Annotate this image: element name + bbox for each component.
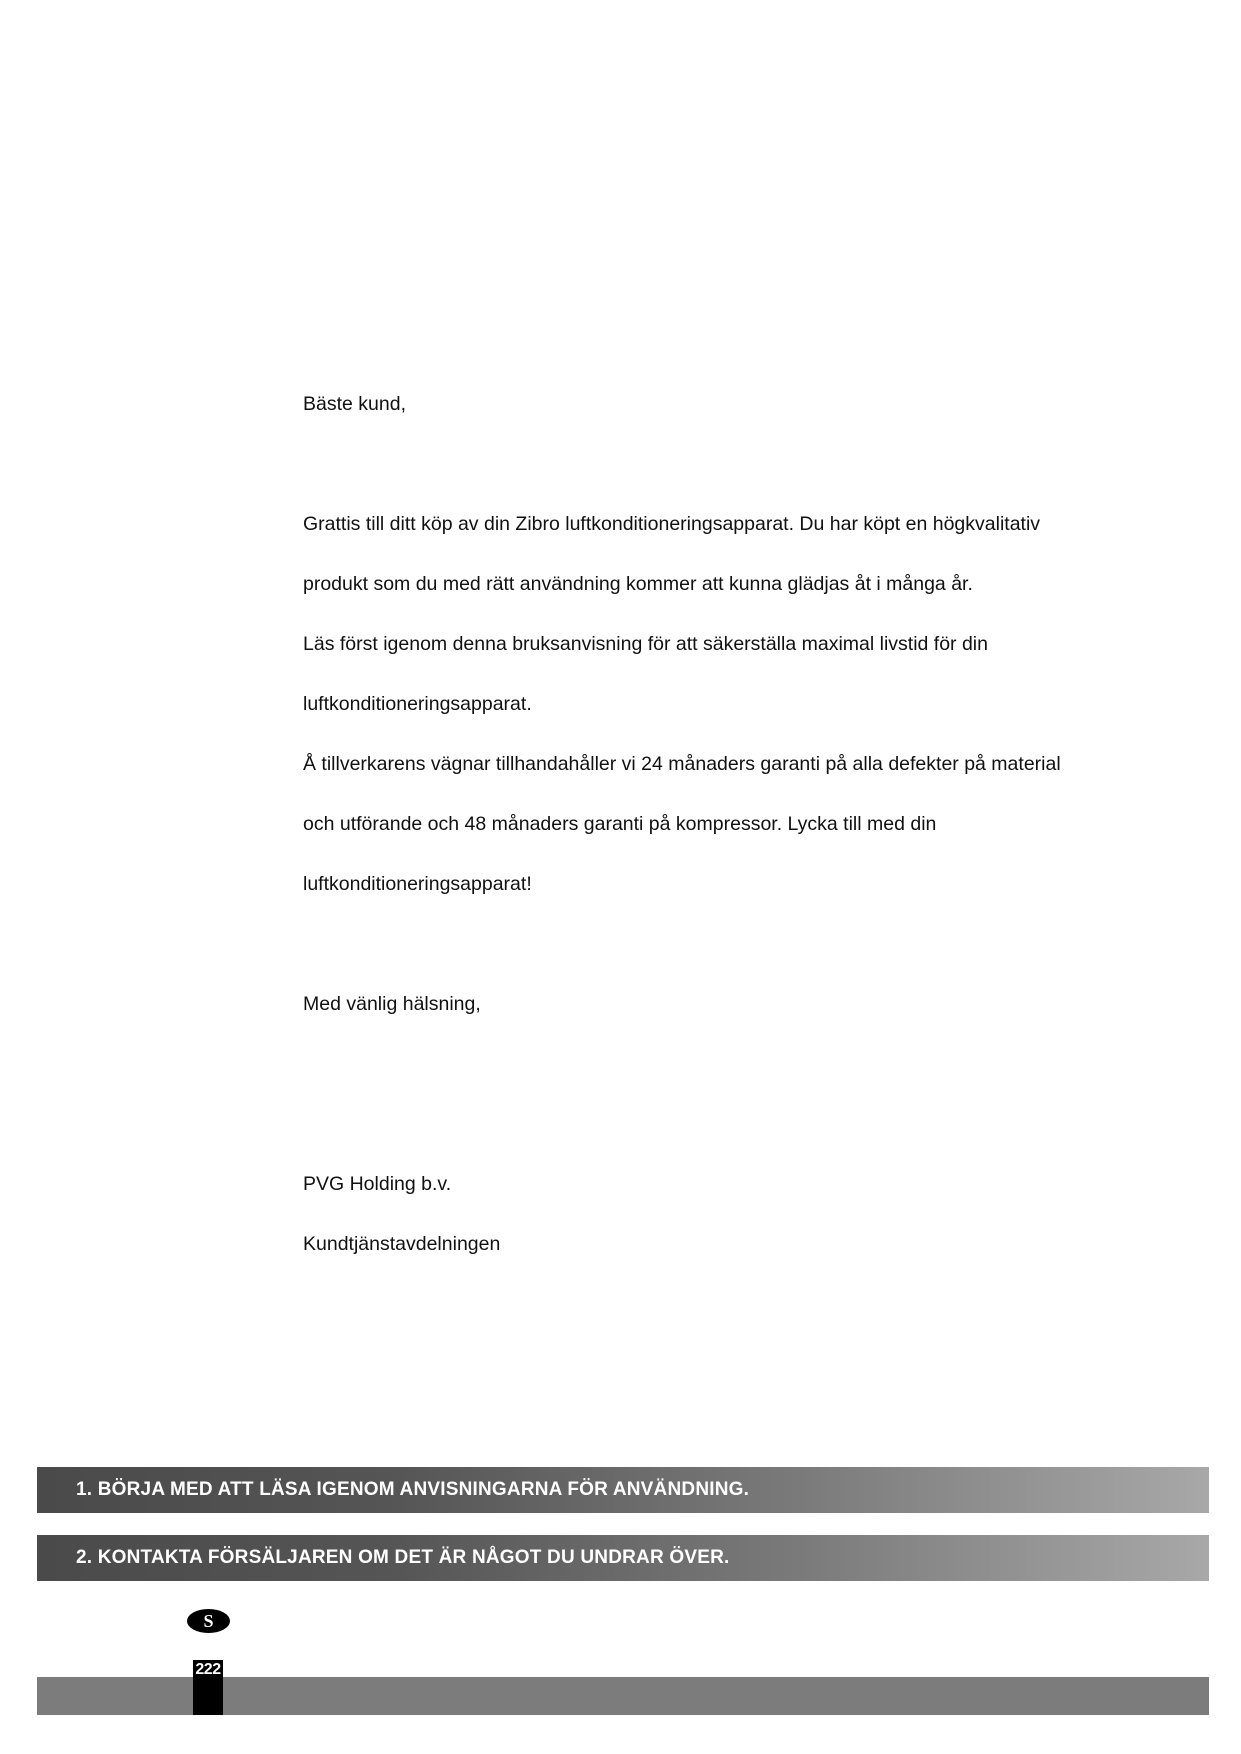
paragraph-line: luftkonditioneringsapparat. <box>303 693 532 715</box>
closing: Med vänlig hälsning, <box>303 993 481 1015</box>
paragraph-line: Läs först igenom denna bruksanvisning för att säkerställa maximal livstid för din <box>303 633 988 655</box>
paragraph-line: luftkonditioneringsapparat! <box>303 873 532 895</box>
salutation: Bäste kund, <box>303 393 406 415</box>
paragraph-line: Å tillverkarens vägnar tillhandahåller vi 24 månaders garanti på alla defekter på material <box>303 753 1061 775</box>
signature-department: Kundtjänstavdelningen <box>303 1233 501 1255</box>
page-number: 222 <box>195 1661 221 1678</box>
paragraph-line: och utförande och 48 månaders garanti på kompressor. Lycka till med din <box>303 813 937 835</box>
paragraph-line: Grattis till ditt köp av din Zibro luftkonditioneringsapparat. Du har köpt en högkvalitativ <box>303 513 1041 535</box>
instruction-banner-read-manual: 1. BÖRJA MED ATT LÄSA IGENOM ANVISNINGARNA FÖR ANVÄNDNING. <box>37 1467 1209 1513</box>
instruction-banner-contact-dealer: 2. KONTAKTA FÖRSÄLJAREN OM DET ÄR NÅGOT DU UNDRAR ÖVER. <box>37 1535 1209 1581</box>
language-badge: S <box>187 1609 230 1633</box>
signature-company: PVG Holding b.v. <box>303 1173 452 1195</box>
paragraph-line: produkt som du med rätt användning kommer att kunna glädjas åt i många år. <box>303 573 973 595</box>
